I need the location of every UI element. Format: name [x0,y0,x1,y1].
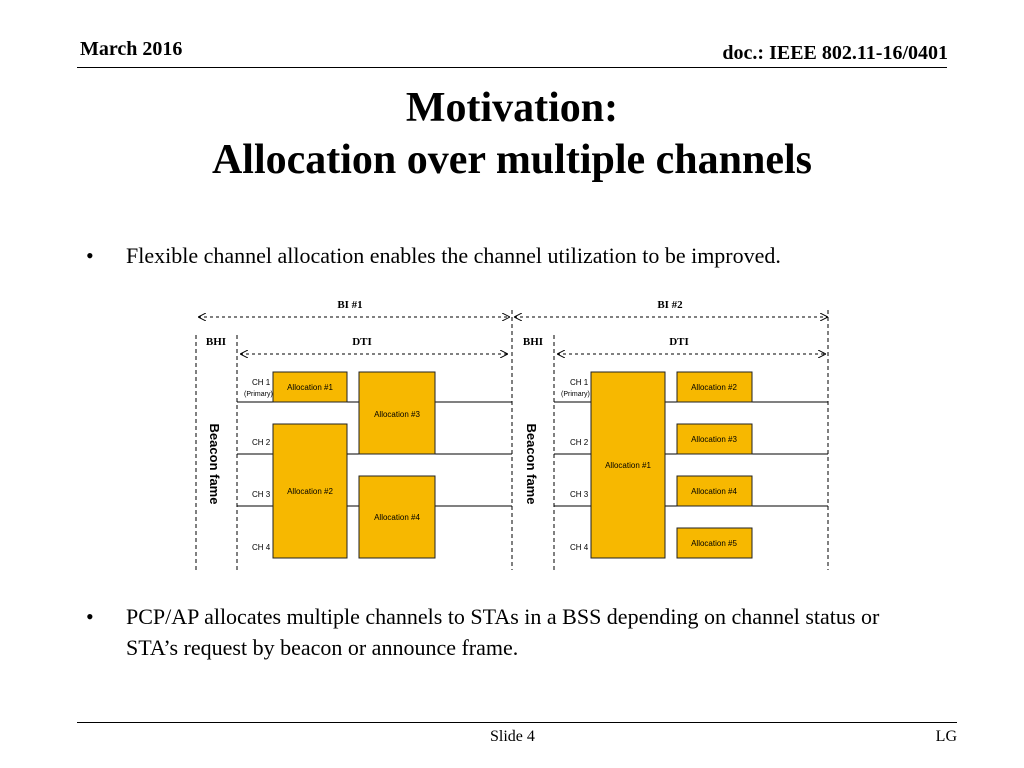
title-line-1: Motivation: [405,85,619,131]
channel-allocation-diagram [190,290,835,575]
bi1-label: BI #1 [337,299,363,311]
ch4-label: CH 4 [570,543,589,552]
ch1-label: CH 1 [252,378,271,387]
ch1-label: CH 1 [570,378,589,387]
slide-title [0,82,1024,186]
allocation-label: Allocation #1 [287,383,333,392]
allocation-label: Allocation #3 [691,435,737,444]
bhi-label: BHI [522,336,544,348]
allocation-label: Allocation #2 [691,383,737,392]
dti-label: DTI [669,336,689,348]
primary-label: (Primary) [561,391,590,398]
bullet-marker: • [86,243,94,268]
beacon-frame-label: Beacon fame [207,423,222,505]
allocation-label: Allocation #2 [287,487,333,496]
allocation-label: Allocation #1 [605,461,651,470]
dti-label: DTI [352,336,372,348]
bullet-text: PCP/AP allocates multiple channels to STAs in a BSS depending on channel status or STA’s request by beacon or announce frame. [126,604,880,660]
primary-label: (Primary) [244,391,273,398]
ch2-label: CH 2 [570,438,589,447]
bhi-label: BHI [205,336,227,348]
diagram-svg [190,290,835,575]
header-date: March 2016 [80,38,183,60]
header-doc-id: doc.: IEEE 802.11-16/0401 [722,42,948,64]
ch4-label: CH 4 [252,543,271,552]
header-divider [77,67,947,68]
ch2-label: CH 2 [252,438,271,447]
slide-number: Slide 4 [490,728,535,745]
bi2-label: BI #2 [657,299,683,311]
footer-divider [77,722,957,723]
title-line-2: Allocation over multiple channels [211,137,813,183]
allocation-label: Allocation #5 [691,539,737,548]
ch3-label: CH 3 [570,490,589,499]
footer-org: LG [935,728,957,745]
bullet-text: Flexible channel allocation enables the channel utilization to be improved. [126,243,781,268]
allocation-label: Allocation #4 [691,487,737,496]
allocation-label: Allocation #3 [374,410,420,419]
allocation-label: Allocation #4 [374,513,420,522]
beacon-frame-label: Beacon fame [524,423,539,505]
ch3-label: CH 3 [252,490,271,499]
bullet-marker: • [86,604,94,629]
